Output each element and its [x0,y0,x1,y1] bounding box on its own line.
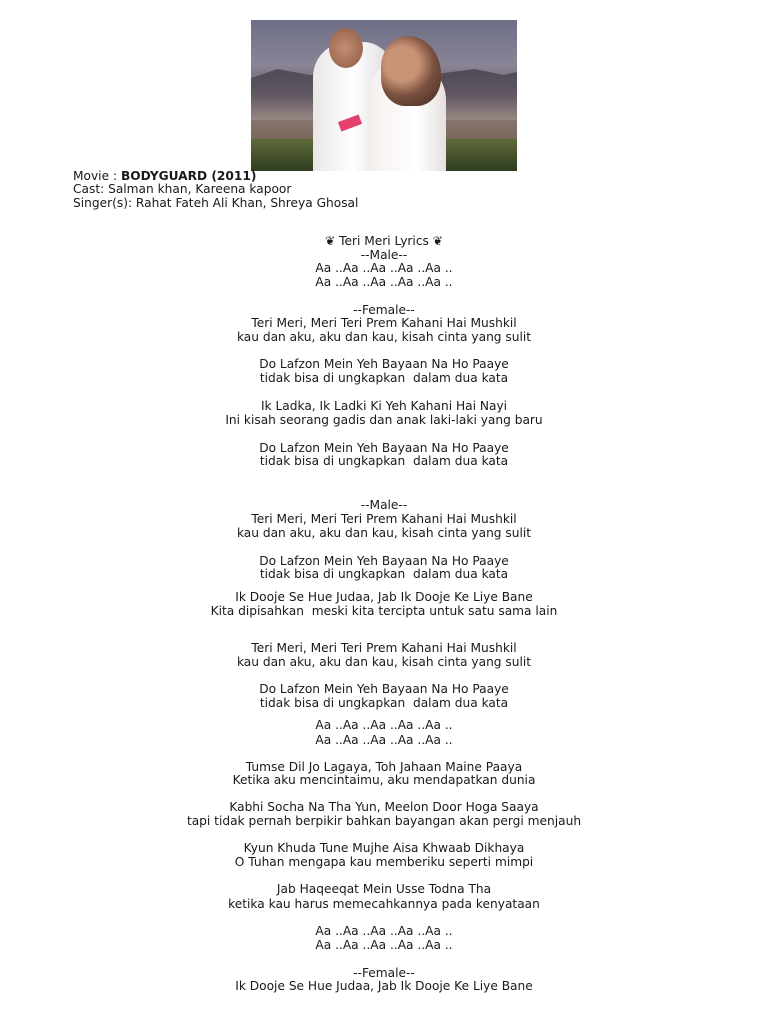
lyric-line: Teri Meri, Meri Teri Prem Kahani Hai Mushkil [251,512,517,526]
singers-line: Singer(s): Rahat Fateh Ali Khan, Shreya Ghosal [73,196,359,210]
lyric-line: Aa ..Aa ..Aa ..Aa ..Aa .. [315,718,453,732]
lyric-line: Teri Meri, Meri Teri Prem Kahani Hai Mushkil [251,316,517,330]
lyric-line: Do Lafzon Mein Yeh Bayaan Na Ho Paaye [259,682,509,696]
lyrics-title: ❦ Teri Meri Lyrics ❦ [325,234,443,248]
lyric-line: --Male-- [360,248,408,262]
movie-label: Movie : [73,169,121,183]
movie-still-image [251,20,517,171]
man-head [329,28,363,68]
lyric-line: tidak bisa di ungkapkan dalam dua kata [259,371,509,385]
movie-line [73,169,256,183]
lyric-line: Aa ..Aa ..Aa ..Aa ..Aa .. [315,938,453,952]
lyric-line: Teri Meri, Meri Teri Prem Kahani Hai Mushkil [251,641,517,655]
lyric-line: tidak bisa di ungkapkan dalam dua kata [259,454,509,468]
movie-title: BODYGUARD (2011) [120,169,257,183]
lyric-line: Do Lafzon Mein Yeh Bayaan Na Ho Paaye [259,441,509,455]
lyric-line: Jab Haqeeqat Mein Usse Todna Tha [276,882,492,896]
lyric-line: Do Lafzon Mein Yeh Bayaan Na Ho Paaye [259,554,509,568]
lyric-line: Aa ..Aa ..Aa ..Aa ..Aa .. [315,924,453,938]
lyric-line: Ik Dooje Se Hue Judaa, Jab Ik Dooje Ke Liye Bane [235,979,533,993]
cast-line: Cast: Salman khan, Kareena kapoor [73,182,292,196]
lyric-line: kau dan aku, aku dan kau, kisah cinta yang sulit [236,655,532,669]
lyric-line: kau dan aku, aku dan kau, kisah cinta yang sulit [236,526,532,540]
lyric-line: tidak bisa di ungkapkan dalam dua kata [259,696,509,710]
lyric-line: Ik Dooje Se Hue Judaa, Jab Ik Dooje Ke Liye Bane [235,590,533,604]
lyric-line: Aa ..Aa ..Aa ..Aa ..Aa .. [315,733,453,747]
lyric-line: --Female-- [353,303,415,317]
lyric-line: tapi tidak pernah berpikir bahkan bayangan akan pergi menjauh [186,814,582,828]
lyric-line: Aa ..Aa ..Aa ..Aa ..Aa .. [315,261,453,275]
lyric-line: O Tuhan mengapa kau memberiku seperti mimpi [234,855,534,869]
lyric-line: Kita dipisahkan meski kita tercipta untuk satu sama lain [210,604,558,618]
lyric-line: Ini kisah seorang gadis dan anak laki-laki yang baru [225,413,543,427]
woman-head [381,36,441,106]
lyric-line: Ketika aku mencintaimu, aku mendapatkan dunia [232,773,536,787]
lyric-line: Aa ..Aa ..Aa ..Aa ..Aa .. [315,275,453,289]
lyric-line: ketika kau harus memecahkannya pada kenyataan [228,897,540,911]
lyric-line: --Female-- [353,966,415,980]
lyric-line: tidak bisa di ungkapkan dalam dua kata [259,567,509,581]
lyric-line: --Male-- [360,498,408,512]
lyric-line: Tumse Dil Jo Lagaya, Toh Jahaan Maine Paaya [245,760,523,774]
lyric-line: Kyun Khuda Tune Mujhe Aisa Khwaab Dikhaya [243,841,525,855]
lyric-line: kau dan aku, aku dan kau, kisah cinta yang sulit [236,330,532,344]
lyric-line: Do Lafzon Mein Yeh Bayaan Na Ho Paaye [259,357,509,371]
lyric-line: Ik Ladka, Ik Ladki Ki Yeh Kahani Hai Nayi [260,399,508,413]
lyric-line: Kabhi Socha Na Tha Yun, Meelon Door Hoga Saaya [229,800,539,814]
